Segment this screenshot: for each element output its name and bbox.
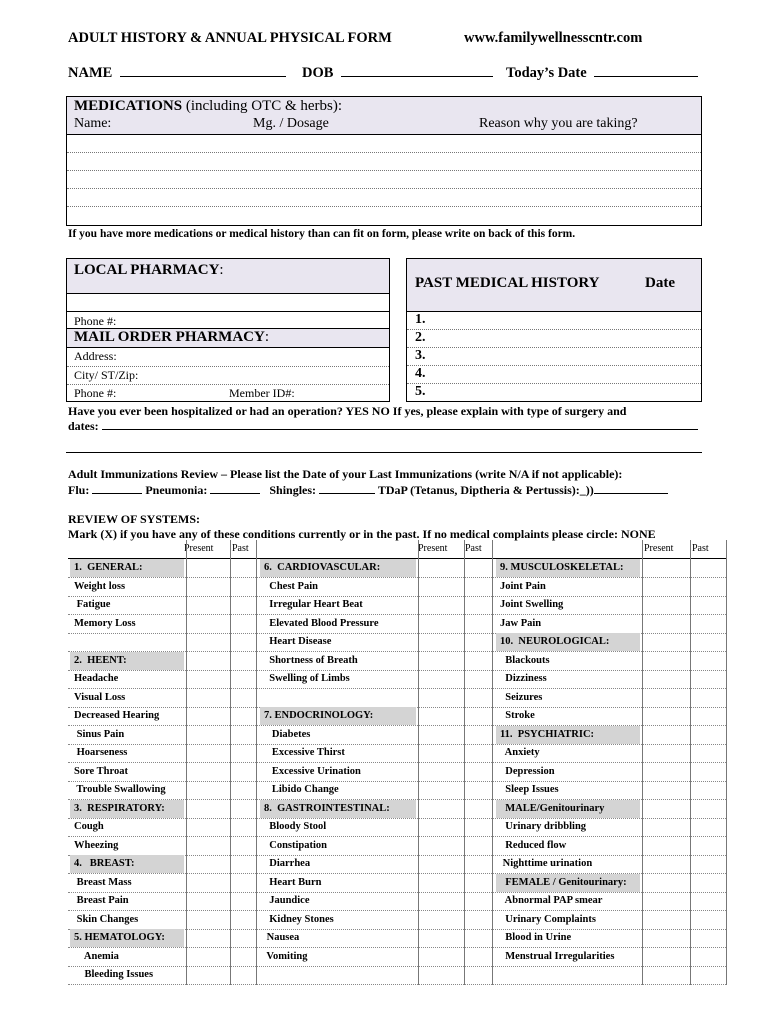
present-checkbox[interactable] <box>186 652 230 670</box>
ros-condition: Wheezing <box>74 839 119 851</box>
dob-field[interactable] <box>302 64 493 82</box>
past-checkbox[interactable] <box>230 652 256 670</box>
ros-header <box>68 540 726 559</box>
col3-present: Present <box>644 543 674 554</box>
present-checkbox[interactable] <box>642 948 690 966</box>
ros-condition: Sleep Issues <box>500 784 559 795</box>
ros-instruction: Mark (X) if you have any of these conditions currently or in the past. If no medical complaints please circle: NONE <box>68 527 656 541</box>
ros-condition: Joint Swelling <box>500 599 564 610</box>
ros-section-heading: MALE/Genitourinary <box>496 800 640 818</box>
ros-condition: Jaundice <box>264 895 310 906</box>
past-checkbox[interactable] <box>464 929 492 947</box>
ros-row <box>68 855 726 874</box>
present-checkbox[interactable] <box>642 615 690 633</box>
ros-row <box>68 652 726 671</box>
member-id-label: Member ID#: <box>229 386 295 400</box>
ros-row <box>68 707 726 726</box>
present-checkbox[interactable] <box>418 726 464 744</box>
ros-condition: Heart Burn <box>264 876 322 888</box>
present-checkbox[interactable] <box>642 892 690 910</box>
ros-condition: Constipation <box>264 839 328 851</box>
present-checkbox[interactable] <box>418 670 464 688</box>
local-pharmacy-line[interactable] <box>67 311 389 312</box>
past-checkbox[interactable] <box>230 578 256 596</box>
ros-condition <box>496 966 640 984</box>
present-checkbox[interactable] <box>418 707 464 725</box>
present-checkbox[interactable] <box>642 652 690 670</box>
ros-row <box>68 911 726 930</box>
past-checkbox[interactable] <box>464 707 492 725</box>
history-item[interactable]: 3. <box>415 348 426 363</box>
ros-condition: Chest Pain <box>264 580 318 592</box>
past-checkbox[interactable] <box>464 966 492 984</box>
ros-condition: Diarrhea <box>264 858 311 869</box>
ros-condition: Excessive Thirst <box>264 747 345 758</box>
ros-condition: Libido Change <box>264 784 339 795</box>
dob-line[interactable] <box>341 64 493 77</box>
mail-pharmacy-title: MAIL ORDER PHARMACY: <box>74 329 269 345</box>
ros-condition: Dizziness <box>500 673 547 684</box>
ros-condition: Nausea <box>264 932 300 943</box>
present-checkbox[interactable] <box>186 670 230 688</box>
present-checkbox[interactable] <box>642 929 690 947</box>
history-item[interactable]: 4. <box>415 366 426 381</box>
pharmacy-box <box>66 258 390 402</box>
past-checkbox[interactable] <box>464 781 492 799</box>
past-checkbox[interactable] <box>690 689 726 707</box>
ros-condition: Swelling of Limbs <box>264 673 350 684</box>
past-checkbox[interactable] <box>464 837 492 855</box>
past-checkbox[interactable] <box>230 911 256 929</box>
medications-title: MEDICATIONS (including OTC & herbs): <box>74 98 343 114</box>
ros-row <box>68 781 726 800</box>
past-checkbox[interactable] <box>690 800 726 818</box>
ros-condition: Urinary dribbling <box>500 821 587 832</box>
dates-line[interactable] <box>102 419 698 430</box>
ros-condition: Abnormal PAP smear <box>500 895 603 906</box>
shingles-label: Shingles: <box>269 483 317 497</box>
ros-section-heading: 2. HEENT: <box>70 652 184 670</box>
dob-label: DOB <box>302 65 334 81</box>
ros-row <box>68 578 726 597</box>
med-row[interactable] <box>67 170 701 171</box>
pneumonia-line[interactable] <box>210 483 260 494</box>
present-checkbox[interactable] <box>186 707 230 725</box>
col2-present: Present <box>418 543 448 554</box>
tdap-line[interactable] <box>594 483 668 494</box>
ros-section-heading: 3. RESPIRATORY: <box>70 800 184 818</box>
med-row[interactable] <box>67 152 701 153</box>
ros-condition: Trouble Swallowing <box>74 784 166 795</box>
ros-section-heading: 6. CARDIOVASCULAR: <box>260 559 416 577</box>
present-checkbox[interactable] <box>186 892 230 910</box>
website-link[interactable]: www.familywellnesscntr.com <box>464 30 643 46</box>
ros-condition: Stroke <box>500 710 535 721</box>
name-field[interactable] <box>68 64 286 82</box>
present-checkbox[interactable] <box>642 633 690 651</box>
present-checkbox[interactable] <box>418 837 464 855</box>
ros-row <box>68 559 726 578</box>
present-checkbox[interactable] <box>642 596 690 614</box>
todays-date-line[interactable] <box>594 64 698 77</box>
past-checkbox[interactable] <box>690 781 726 799</box>
med-row[interactable] <box>67 188 701 189</box>
present-checkbox[interactable] <box>418 763 464 781</box>
immunizations-fields <box>68 483 668 498</box>
present-checkbox[interactable] <box>186 818 230 836</box>
past-checkbox[interactable] <box>690 911 726 929</box>
address-label: Address: <box>74 349 117 363</box>
hospitalization-question: Have you ever been hospitalized or had an operation? YES NO If yes, please explain with type of surgery and <box>68 404 627 418</box>
ros-condition: Shortness of Breath <box>264 654 358 666</box>
ros-row <box>68 818 726 837</box>
past-checkbox[interactable] <box>464 615 492 633</box>
ros-condition: Jaw Pain <box>500 617 542 629</box>
present-checkbox[interactable] <box>418 633 464 651</box>
past-checkbox[interactable] <box>464 911 492 929</box>
present-checkbox[interactable] <box>186 837 230 855</box>
present-checkbox[interactable] <box>186 578 230 596</box>
todays-date-label: Today’s Date <box>506 65 587 81</box>
present-checkbox[interactable] <box>642 874 690 892</box>
history-title: PAST MEDICAL HISTORY <box>415 275 600 291</box>
past-checkbox[interactable] <box>230 744 256 762</box>
past-checkbox[interactable] <box>230 800 256 818</box>
past-checkbox[interactable] <box>690 966 726 984</box>
past-medical-history-box <box>406 258 702 402</box>
past-checkbox[interactable] <box>464 818 492 836</box>
past-checkbox[interactable] <box>690 707 726 725</box>
past-checkbox[interactable] <box>230 929 256 947</box>
past-checkbox[interactable] <box>230 948 256 966</box>
present-checkbox[interactable] <box>642 781 690 799</box>
med-col-name: Name: <box>74 116 112 131</box>
ros-condition <box>260 966 416 984</box>
past-checkbox[interactable] <box>464 726 492 744</box>
past-checkbox[interactable] <box>464 948 492 966</box>
present-checkbox[interactable] <box>418 578 464 596</box>
ros-section-heading: 8. GASTROINTESTINAL: <box>260 800 416 818</box>
present-checkbox[interactable] <box>186 763 230 781</box>
past-checkbox[interactable] <box>464 874 492 892</box>
col2-past: Past <box>465 543 482 554</box>
past-checkbox[interactable] <box>230 633 256 651</box>
local-pharmacy-title: LOCAL PHARMACY: <box>74 262 224 278</box>
present-checkbox[interactable] <box>642 578 690 596</box>
ros-row <box>68 615 726 634</box>
phone-label: Phone #: <box>74 314 117 328</box>
ros-section-heading: 4. BREAST: <box>70 855 184 873</box>
present-checkbox[interactable] <box>642 689 690 707</box>
phone2-label: Phone #: <box>74 386 117 400</box>
ros-row <box>68 726 726 745</box>
present-checkbox[interactable] <box>418 652 464 670</box>
form-title: ADULT HISTORY & ANNUAL PHYSICAL FORM <box>68 30 392 46</box>
past-checkbox[interactable] <box>230 726 256 744</box>
ros-row <box>68 633 726 652</box>
present-checkbox[interactable] <box>418 818 464 836</box>
present-checkbox[interactable] <box>418 800 464 818</box>
ros-condition: Depression <box>500 765 555 777</box>
past-checkbox[interactable] <box>464 763 492 781</box>
past-checkbox[interactable] <box>690 892 726 910</box>
overflow-note: If you have more medications or medical history than can fit on form, please write on back of this form. <box>68 228 576 240</box>
ros-condition: Cough <box>74 821 104 832</box>
present-checkbox[interactable] <box>186 559 230 577</box>
med-col-dosage: Mg. / Dosage <box>253 116 329 131</box>
past-checkbox[interactable] <box>690 763 726 781</box>
present-checkbox[interactable] <box>186 633 230 651</box>
past-checkbox[interactable] <box>230 837 256 855</box>
ros-condition: Visual Loss <box>74 691 126 703</box>
past-checkbox[interactable] <box>230 707 256 725</box>
ros-condition: Anemia <box>74 950 119 962</box>
ros-condition: Skin Changes <box>74 913 139 925</box>
ros-row <box>68 689 726 708</box>
past-checkbox[interactable] <box>230 763 256 781</box>
past-checkbox[interactable] <box>230 689 256 707</box>
present-checkbox[interactable] <box>186 615 230 633</box>
present-checkbox[interactable] <box>418 855 464 873</box>
past-checkbox[interactable] <box>464 578 492 596</box>
flu-label: Flu: <box>68 483 90 497</box>
ros-condition: Vomiting <box>264 950 308 962</box>
col3-past: Past <box>692 543 709 554</box>
ros-condition: Irregular Heart Beat <box>264 599 363 610</box>
past-checkbox[interactable] <box>230 559 256 577</box>
past-checkbox[interactable] <box>690 652 726 670</box>
past-checkbox[interactable] <box>464 892 492 910</box>
ros-condition: Joint Pain <box>500 580 546 592</box>
present-checkbox[interactable] <box>418 744 464 762</box>
history-date-label: Date <box>645 275 675 291</box>
ros-condition: Reduced flow <box>500 839 567 851</box>
ros-condition: Urinary Complaints <box>500 913 596 925</box>
hospitalization-dates-field[interactable] <box>68 419 698 434</box>
present-checkbox[interactable] <box>186 781 230 799</box>
present-checkbox[interactable] <box>186 596 230 614</box>
ros-condition: Nighttime urination <box>500 858 593 869</box>
ros-row <box>68 966 726 985</box>
present-checkbox[interactable] <box>418 966 464 984</box>
med-col-reason: Reason why you are taking? <box>479 116 638 131</box>
city-label: City/ ST/Zip: <box>74 368 139 382</box>
present-checkbox[interactable] <box>418 596 464 614</box>
history-item[interactable]: 2. <box>415 330 426 345</box>
present-checkbox[interactable] <box>186 726 230 744</box>
ros-section-heading: 10. NEUROLOGICAL: <box>496 633 640 651</box>
present-checkbox[interactable] <box>186 929 230 947</box>
medications-table <box>66 96 702 226</box>
past-checkbox[interactable] <box>690 929 726 947</box>
past-checkbox[interactable] <box>690 818 726 836</box>
ros-row <box>68 874 726 893</box>
present-checkbox[interactable] <box>186 966 230 984</box>
ros-condition: Decreased Hearing <box>74 710 160 721</box>
ros-section-heading: 1. GENERAL: <box>70 559 184 577</box>
past-checkbox[interactable] <box>690 559 726 577</box>
ros-condition: Blood in Urine <box>500 932 572 943</box>
present-checkbox[interactable] <box>186 911 230 929</box>
present-checkbox[interactable] <box>418 948 464 966</box>
past-checkbox[interactable] <box>690 633 726 651</box>
past-checkbox[interactable] <box>230 615 256 633</box>
city-line[interactable] <box>67 384 389 385</box>
ros-condition: Fatigue <box>74 599 111 610</box>
past-checkbox[interactable] <box>230 966 256 984</box>
past-checkbox[interactable] <box>690 837 726 855</box>
ros-title: REVIEW OF SYSTEMS: <box>68 512 201 526</box>
past-checkbox[interactable] <box>230 874 256 892</box>
ros-condition: Sore Throat <box>74 765 128 777</box>
past-checkbox[interactable] <box>230 596 256 614</box>
present-checkbox[interactable] <box>642 707 690 725</box>
ros-condition: Elevated Blood Pressure <box>264 617 379 629</box>
ros-condition <box>260 689 416 707</box>
present-checkbox[interactable] <box>418 911 464 929</box>
past-checkbox[interactable] <box>230 855 256 873</box>
present-checkbox[interactable] <box>418 559 464 577</box>
name-line[interactable] <box>120 64 286 77</box>
past-checkbox[interactable] <box>690 744 726 762</box>
history-item[interactable]: 1. <box>415 312 426 327</box>
flu-line[interactable] <box>92 483 142 494</box>
past-checkbox[interactable] <box>690 948 726 966</box>
past-checkbox[interactable] <box>690 578 726 596</box>
ros-row <box>68 744 726 763</box>
ros-section-heading: 7. ENDOCRINOLOGY: <box>260 707 416 725</box>
present-checkbox[interactable] <box>642 670 690 688</box>
past-checkbox[interactable] <box>230 892 256 910</box>
shingles-line[interactable] <box>319 483 375 494</box>
name-label: NAME <box>68 65 113 81</box>
past-checkbox[interactable] <box>464 652 492 670</box>
past-checkbox[interactable] <box>464 689 492 707</box>
ros-condition: Diabetes <box>264 728 311 740</box>
present-checkbox[interactable] <box>418 892 464 910</box>
ros-section-heading: 5. HEMATOLOGY: <box>70 929 184 947</box>
divider <box>66 452 702 453</box>
present-checkbox[interactable] <box>418 929 464 947</box>
ros-condition: Breast Mass <box>74 876 132 888</box>
tdap-label: TDaP (Tetanus, Diptheria & Pertussis):_)) <box>377 483 594 497</box>
past-checkbox[interactable] <box>690 596 726 614</box>
past-checkbox[interactable] <box>230 670 256 688</box>
past-checkbox[interactable] <box>464 670 492 688</box>
present-checkbox[interactable] <box>642 559 690 577</box>
address-line[interactable] <box>67 366 389 367</box>
present-checkbox[interactable] <box>642 837 690 855</box>
past-checkbox[interactable] <box>690 726 726 744</box>
ros-section-heading: 11. PSYCHIATRIC: <box>496 726 640 744</box>
ros-condition: Anxiety <box>500 747 540 758</box>
ros-condition: Bloody Stool <box>264 821 327 832</box>
ros-condition: Heart Disease <box>264 636 332 647</box>
col1-past: Past <box>232 543 249 554</box>
present-checkbox[interactable] <box>642 744 690 762</box>
ros-condition: Breast Pain <box>74 895 129 906</box>
history-item[interactable]: 5. <box>415 384 426 399</box>
past-checkbox[interactable] <box>464 633 492 651</box>
ros-condition <box>70 633 184 651</box>
present-checkbox[interactable] <box>418 615 464 633</box>
ros-condition: Blackouts <box>500 654 550 666</box>
ros-row <box>68 892 726 911</box>
ros-row <box>68 800 726 819</box>
past-checkbox[interactable] <box>690 855 726 873</box>
med-row[interactable] <box>67 206 701 207</box>
present-checkbox[interactable] <box>186 855 230 873</box>
present-checkbox[interactable] <box>642 966 690 984</box>
ros-row <box>68 763 726 782</box>
past-checkbox[interactable] <box>464 800 492 818</box>
ros-condition: Seizures <box>500 691 543 703</box>
ros-row <box>68 929 726 948</box>
past-checkbox[interactable] <box>230 818 256 836</box>
present-checkbox[interactable] <box>642 818 690 836</box>
present-checkbox[interactable] <box>186 874 230 892</box>
ros-condition: Excessive Urination <box>264 765 361 777</box>
present-checkbox[interactable] <box>186 744 230 762</box>
present-checkbox[interactable] <box>418 781 464 799</box>
dates-label: dates: <box>68 419 99 433</box>
present-checkbox[interactable] <box>642 911 690 929</box>
present-checkbox[interactable] <box>642 726 690 744</box>
ros-condition: Weight loss <box>74 580 126 592</box>
ros-condition: Bleeding Issues <box>74 969 154 980</box>
ros-condition: Sinus Pain <box>74 728 125 740</box>
ros-condition: Headache <box>74 673 119 684</box>
present-checkbox[interactable] <box>642 855 690 873</box>
ros-condition: Memory Loss <box>74 617 136 629</box>
present-checkbox[interactable] <box>642 800 690 818</box>
present-checkbox[interactable] <box>418 689 464 707</box>
immunizations-title: Adult Immunizations Review – Please list the Date of your Last Immunizations (write N/A if not applicable): <box>68 467 623 481</box>
past-checkbox[interactable] <box>464 596 492 614</box>
present-checkbox[interactable] <box>186 800 230 818</box>
present-checkbox[interactable] <box>186 689 230 707</box>
past-checkbox[interactable] <box>230 781 256 799</box>
past-checkbox[interactable] <box>464 855 492 873</box>
ros-condition: Hoarseness <box>74 747 128 758</box>
ros-row <box>68 670 726 689</box>
ros-condition: Menstrual Irregularities <box>500 950 615 962</box>
todays-date-field[interactable] <box>506 64 698 82</box>
ros-row <box>68 596 726 615</box>
ros-section-heading: 9. MUSCULOSKELETAL: <box>496 559 640 577</box>
pneumonia-label: Pneumonia: <box>145 483 208 497</box>
ros-row <box>68 837 726 856</box>
past-checkbox[interactable] <box>690 874 726 892</box>
present-checkbox[interactable] <box>418 874 464 892</box>
past-checkbox[interactable] <box>690 615 726 633</box>
present-checkbox[interactable] <box>642 763 690 781</box>
col1-present: Present <box>184 543 214 554</box>
ros-row <box>68 948 726 967</box>
present-checkbox[interactable] <box>186 948 230 966</box>
past-checkbox[interactable] <box>690 670 726 688</box>
ros-section-heading: FEMALE / Genitourinary: <box>496 874 640 892</box>
past-checkbox[interactable] <box>464 559 492 577</box>
past-checkbox[interactable] <box>464 744 492 762</box>
ros-condition: Kidney Stones <box>264 913 334 925</box>
